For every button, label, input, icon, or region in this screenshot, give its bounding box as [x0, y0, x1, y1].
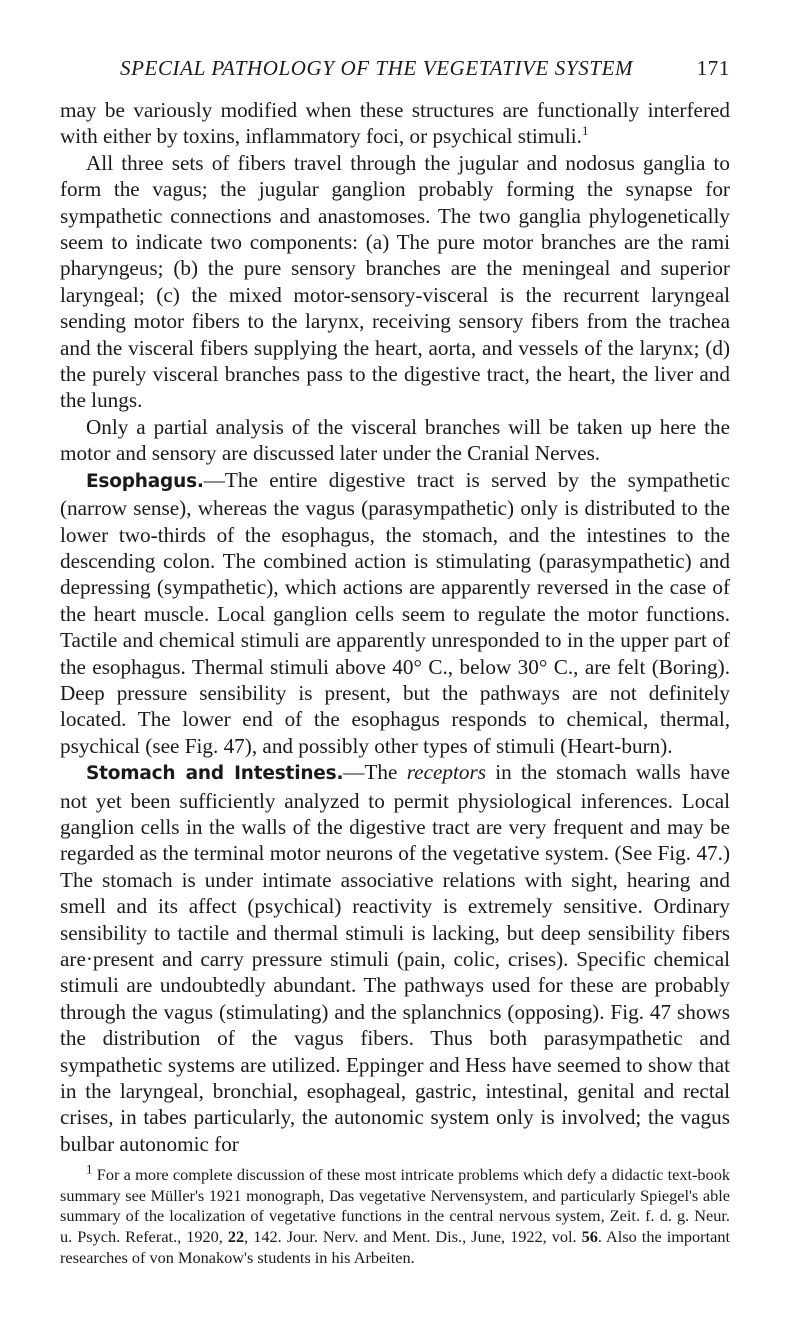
stomach-lead: —The — [343, 760, 407, 785]
footnote-reference: 1 — [581, 123, 589, 139]
page-number: 171 — [696, 56, 730, 80]
footnote-text-c: . Also the important researches of von Monakow's students in his Arbeiten. — [60, 1227, 730, 1267]
footnote-marker: 1 — [86, 1161, 93, 1177]
esophagus-heading: Esophagus. — [86, 470, 204, 492]
paragraph-2: All three sets of fibers travel through the jugular and nodosus ganglia to form the vagus; the jugular ganglion probably forming the synapse for sympathetic connections and anastomoses. The two ganglia phylogenetically seem to indicate two components: (a) The pure motor branches are the rami pharyngeus; (b) the pure sensory branches are the meningeal and superior laryngeal; (c) the mixed motor-sensory-visceral is the recurrent laryngeal sending motor fibers to the larynx, receiving sensory fibers from the trachea and the visceral fibers supplying the heart, aorta, and vessels of the larynx; (d) the purely visceral branches pass to the digestive tract, the heart, the liver and the lungs. — [60, 150, 730, 413]
paragraph-1 — [60, 97, 730, 150]
running-head-title: SPECIAL PATHOLOGY OF THE VEGETATIVE SYSTEM — [120, 56, 634, 80]
esophagus-text: —The entire digestive tract is served by the sympathetic (narrow sense), whereas the vagus (parasympathetic) only is distributed to the lower two-thirds of the esophagus, the stomach, and the intestines to the descending colon. The combined action is stimulating (parasympathetic) and depressing (sympathetic), which actions are apparently reversed in the case of the heart muscle. Local ganglion cells seem to regulate the motor functions. Tactile and chemical stimuli are apparently unresponded to in the upper part of the esophagus. Thermal stimuli above 40° C., below 30° C., are felt (Boring). Deep pressure sensibility is present, but the pathways are not definitely located. The lower end of the esophagus responds to chemical, thermal, psychical (see Fig. 47), and possibly other types of stimuli (Heart-burn). — [60, 467, 730, 758]
body-text — [60, 97, 730, 1157]
paragraph-3: Only a partial analysis of the visceral branches will be taken up here the motor and sensory are discussed later under the Cranial Nerves. — [60, 414, 730, 466]
footnote-text-a: For a more complete discussion of these most intricate problems which defy a didactic text-book summary see Müller's 1921 monograph, Das vegetative Nervensystem, and particularly Spiegel's able summary of the localization of vegetative functions in the central nervous system, Zeit. f. d. g. Neur. u. Psych. Referat., 1920, — [60, 1165, 730, 1247]
paragraph-1-text: may be variously modified when these structures are functionally interfered with either by toxins, inflammatory foci, or psychical stimuli. — [60, 98, 730, 149]
book-page — [60, 56, 730, 1268]
footnote — [60, 1161, 730, 1268]
stomach-intestines-heading: Stomach and Intestines. — [86, 763, 344, 785]
paragraph-stomach-intestines — [60, 759, 730, 1157]
footnote-text-b: , 142. Jour. Nerv. and Ment. Dis., June, 1922, vol. — [244, 1227, 582, 1247]
footnote-volume-22: 22 — [227, 1227, 245, 1247]
running-head — [120, 56, 730, 81]
receptors-italic: receptors — [406, 760, 486, 785]
footnote-volume-56: 56 — [581, 1227, 598, 1247]
paragraph-esophagus — [60, 467, 730, 759]
stomach-intestines-text: in the stomach walls have not yet been sufficiently analyzed to permit physiological inferences. Local ganglion cells in the walls of the digestive tract are very frequent and may be regarded as the terminal motor neurons of the vegetative system. (See Fig. 47.) The stomach is under intimate associative relations with sight, hearing and smell and its affect (psychical) reactivity is extremely sensitive. Ordinary sensibility to tactile and thermal stimuli is lacking, but deep sensibility fibers are·present and carry pressure stimuli (pain, colic, crises). Specific chemical stimuli are undoubtedly abundant. The pathways used for these are probably through the vagus (stimulating) and the splanchnics (opposing). Fig. 47 shows the distribution of the vagus fibers. Thus both parasympathetic and sympathetic systems are utilized. Eppinger and Hess have seemed to show that in the laryngeal, bronchial, esophageal, gastric, intestinal, genital and rectal crises, in tabes particularly, the autonomic system only is involved; the vagus bulbar autonomic for — [60, 760, 730, 1156]
